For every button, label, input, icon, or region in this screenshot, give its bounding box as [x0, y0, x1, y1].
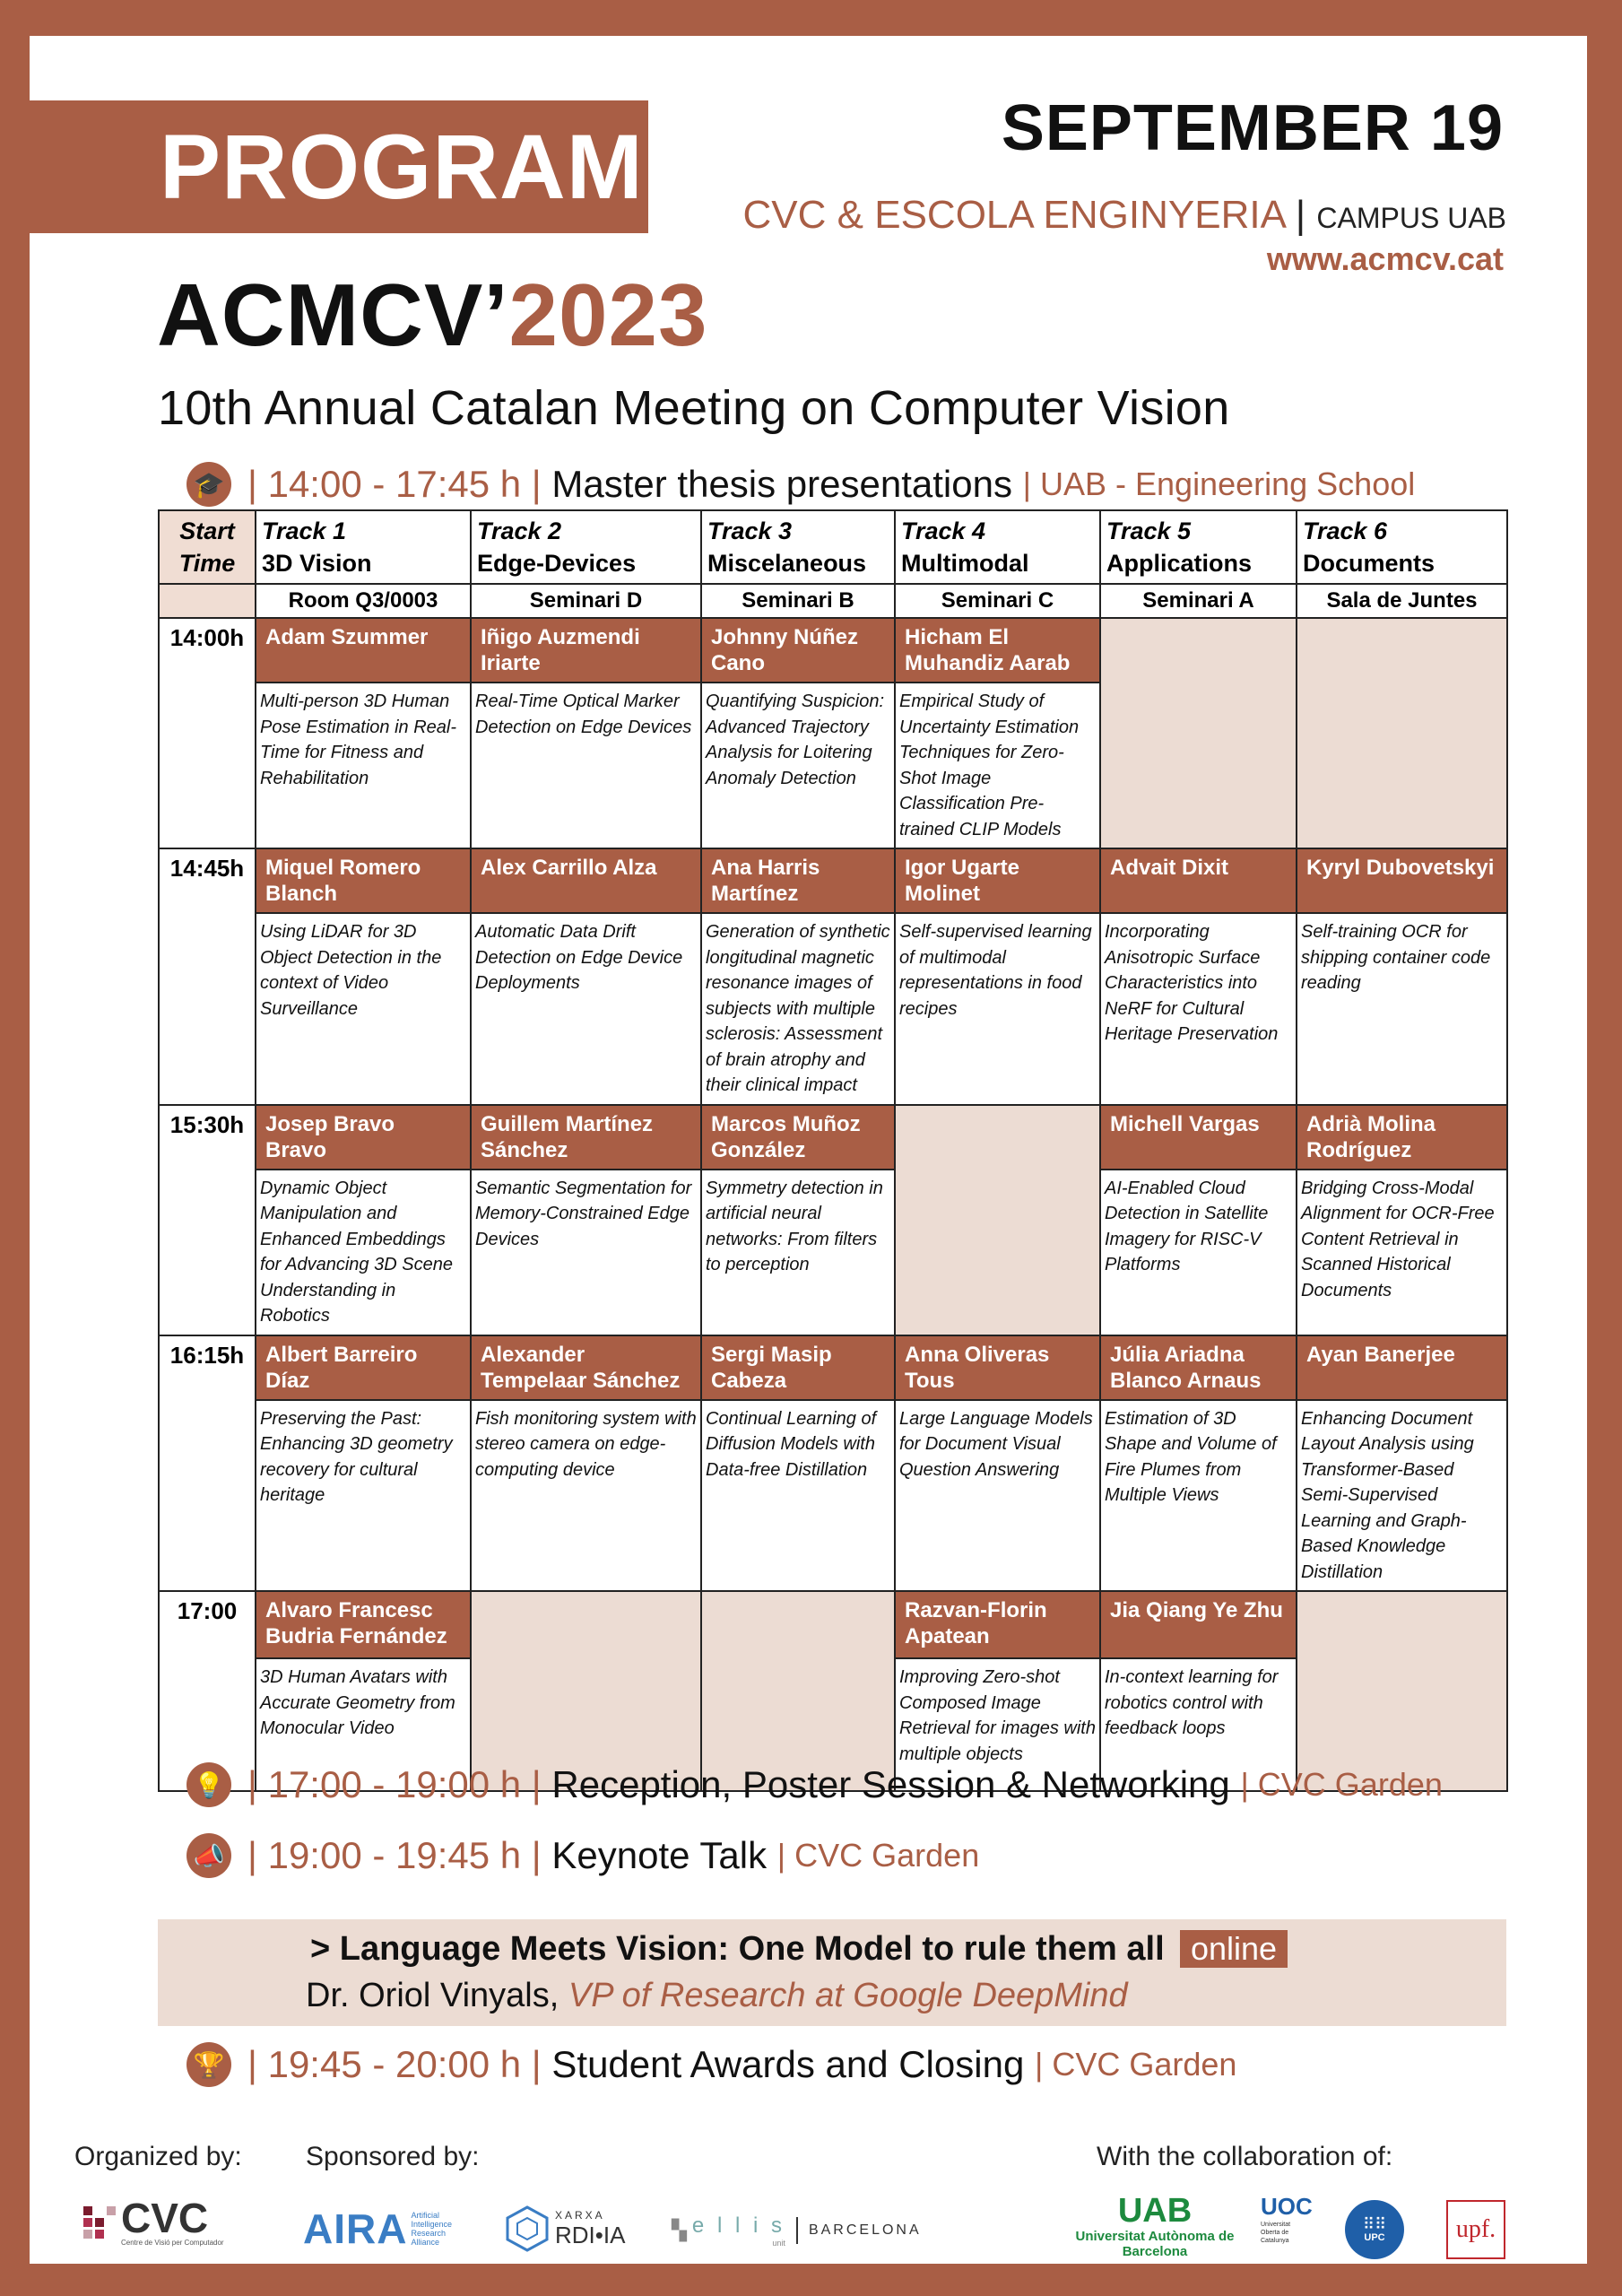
- uab-subtext: Universitat Autònoma de Barcelona: [1075, 2229, 1235, 2259]
- talk-title: Improving Zero-shot Composed Image Retrieval for images with multiple objects: [895, 1658, 1100, 1791]
- room-cell: Room Q3/0003: [256, 584, 471, 618]
- track-header-3: [701, 510, 895, 584]
- keynote-box: [158, 1919, 1506, 2026]
- talk-title: Symmetry detection in artificial neural networks: From filters to perception: [701, 1170, 895, 1335]
- talk-title: Generation of synthetic longitudinal magnetic resonance images of subjects with multiple sclerosis: Assessment of brain atrophy and their clinical impact: [701, 913, 895, 1105]
- slot-time: 14:45h: [159, 848, 256, 1105]
- talk-title: Multi-person 3D Human Pose Estimation in Real-Time for Fitness and Rehabilitation: [256, 683, 471, 848]
- keynote-title: > Language Meets Vision: One Model to rule them all: [310, 1930, 1165, 1968]
- slot-time: 17:00: [159, 1591, 256, 1791]
- speaker-name: Alexander Tempelaar Sánchez: [471, 1335, 701, 1400]
- session-location: | CVC Garden: [1034, 2046, 1237, 2083]
- cvc-logo: [83, 2197, 224, 2247]
- aira-logo: [303, 2205, 464, 2253]
- slot-time: 16:15h: [159, 1335, 256, 1592]
- venue-line: [743, 193, 1506, 238]
- speaker-name: Alvaro Francesc Budria Fernández: [256, 1591, 471, 1658]
- lightbulb-icon: 💡: [186, 1762, 231, 1807]
- speaker-name: Dr. Oriol Vinyals,: [306, 1977, 559, 2014]
- track-number: Track 3: [707, 517, 793, 544]
- talk-title: Estimation of 3D Shape and Volume of Fire Plumes from Multiple Views: [1100, 1400, 1297, 1592]
- track-name: Edge-Devices: [477, 550, 637, 577]
- slot-title-row: [159, 1400, 1507, 1592]
- start-time-header: Start Time: [159, 510, 256, 584]
- track-name: Applications: [1106, 550, 1253, 577]
- speaker-name: Adam Szummer: [256, 618, 471, 683]
- room-row: [159, 584, 1507, 618]
- track-number: Track 1: [262, 517, 347, 544]
- empty-slot: [1100, 618, 1297, 848]
- speaker-name: Ayan Banerjee: [1297, 1335, 1507, 1400]
- conference-subtitle: 10th Annual Catalan Meeting on Computer Vision: [158, 381, 1230, 435]
- empty-slot: [895, 1105, 1100, 1335]
- track-number: Track 2: [477, 517, 562, 544]
- ellis-divider: [796, 2217, 798, 2244]
- slot-speaker-row: [159, 618, 1507, 683]
- talk-title: Quantifying Suspicion: Advanced Trajectory Analysis for Loitering Anomaly Detection: [701, 683, 895, 848]
- session-awards: [186, 2042, 1236, 2087]
- speaker-name: Kyryl Dubovetskyi: [1297, 848, 1507, 913]
- session-time: | 19:45 - 20:00 h |: [247, 2043, 542, 2085]
- speaker-name: Adrià Molina Rodríguez: [1297, 1105, 1507, 1170]
- session-location: | CVC Garden: [776, 1837, 980, 1874]
- session-location: | UAB - Engineering School: [1022, 465, 1416, 502]
- talk-title: Automatic Data Drift Detection on Edge Device Deployments: [471, 913, 701, 1105]
- cvc-subtext: Centre de Visió per Computador: [121, 2239, 224, 2247]
- slot-speaker-row: [159, 1591, 1507, 1658]
- title-prefix: ACMCV’: [157, 265, 509, 364]
- room-cell: Seminari C: [895, 584, 1100, 618]
- track-name: Multimodal: [901, 550, 1029, 577]
- xarxa-text: RDI•IA: [555, 2221, 626, 2248]
- track-header-6: [1297, 510, 1507, 584]
- schedule-table: [158, 509, 1508, 1792]
- organized-label: Organized by:: [74, 2142, 242, 2171]
- upc-text: UPC: [1364, 2232, 1385, 2243]
- track-header-row: [159, 510, 1507, 584]
- talk-title: AI-Enabled Cloud Detection in Satellite Imagery for RISC-V Platforms: [1100, 1170, 1297, 1335]
- aira-text: AIRA: [303, 2205, 408, 2252]
- empty-slot: [471, 1591, 701, 1791]
- talk-title: In-context learning for robotics control with feedback loops: [1100, 1658, 1297, 1791]
- poster-page: [30, 36, 1587, 2264]
- talk-title: 3D Human Avatars with Accurate Geometry from Monocular Video: [256, 1658, 471, 1791]
- speaker-name: Razvan-Florin Apatean: [895, 1591, 1100, 1658]
- barcelona-text: BARCELONA: [808, 2222, 922, 2238]
- talk-title: Large Language Models for Document Visual Question Answering: [895, 1400, 1100, 1592]
- speaker-name: Michell Vargas: [1100, 1105, 1297, 1170]
- session-title: Master thesis presentations: [551, 463, 1012, 505]
- speaker-name: Sergi Masip Cabeza: [701, 1335, 895, 1400]
- empty-slot: [1297, 618, 1507, 848]
- room-cell: Seminari A: [1100, 584, 1297, 618]
- room-blank-cell: [159, 584, 256, 618]
- ellis-logo: [672, 2213, 922, 2248]
- xarxa-top-text: XARXA: [555, 2208, 605, 2222]
- slot-time: 14:00h: [159, 618, 256, 848]
- speaker-name: Igor Ugarte Molinet: [895, 848, 1100, 913]
- session-time: | 19:00 - 19:45 h |: [247, 1834, 542, 1876]
- upf-logo: [1446, 2200, 1505, 2259]
- session-master: [186, 462, 1415, 507]
- uoc-text: UOC: [1261, 2193, 1313, 2220]
- talk-title: Self-supervised learning of multimodal representations in food recipes: [895, 913, 1100, 1105]
- speaker-name: Júlia Ariadna Blanco Arnaus: [1100, 1335, 1297, 1400]
- slot-speaker-row: [159, 1105, 1507, 1170]
- session-time: | 17:00 - 19:00 h |: [247, 1763, 542, 1805]
- slot-time: 15:30h: [159, 1105, 256, 1335]
- cvc-pixel-icon: [83, 2206, 116, 2239]
- slot-speaker-row: [159, 848, 1507, 913]
- track-header-1: [256, 510, 471, 584]
- talk-title: Preserving the Past: Enhancing 3D geometry recovery for cultural heritage: [256, 1400, 471, 1592]
- session-time: | 14:00 - 17:45 h |: [247, 463, 542, 505]
- speaker-name: Guillem Martínez Sánchez: [471, 1105, 701, 1170]
- track-name: 3D Vision: [262, 550, 372, 577]
- xarxa-logo: [503, 2205, 625, 2253]
- room-cell: Sala de Juntes: [1297, 584, 1507, 618]
- speaker-name: Advait Dixit: [1100, 848, 1297, 913]
- track-number: Track 4: [901, 517, 986, 544]
- slot-speaker-row: [159, 1335, 1507, 1400]
- upc-dots-icon: ⠿⠿: [1362, 2215, 1387, 2233]
- session-reception: [186, 1762, 1443, 1807]
- venue-separator: |: [1295, 193, 1306, 237]
- speaker-name: Anna Oliveras Tous: [895, 1335, 1100, 1400]
- track-name: Miscelaneous: [707, 550, 867, 577]
- megaphone-icon: 📣: [186, 1833, 231, 1878]
- talk-title: Semantic Segmentation for Memory-Constrained Edge Devices: [471, 1170, 701, 1335]
- trophy-icon: 🏆: [186, 2042, 231, 2087]
- speaker-name: Alex Carrillo Alza: [471, 848, 701, 913]
- slot-title-row: [159, 1170, 1507, 1335]
- ellis-text: e l l i s: [691, 2213, 785, 2238]
- speaker-name: Iñigo Auzmendi Iriarte: [471, 618, 701, 683]
- speaker-name: Miquel Romero Blanch: [256, 848, 471, 913]
- talk-title: Using LiDAR for 3D Object Detection in the context of Video Surveillance: [256, 913, 471, 1105]
- room-cell: Seminari B: [701, 584, 895, 618]
- keynote-speaker: [306, 1977, 1128, 2015]
- event-date: SEPTEMBER 19: [1001, 92, 1504, 164]
- ellis-mark-icon: ▚: [672, 2219, 687, 2241]
- aira-subtext: Artificial Intelligence Research Alliance: [411, 2211, 452, 2247]
- room-cell: Seminari D: [471, 584, 701, 618]
- cvc-text: CVC: [121, 2195, 209, 2241]
- uoc-subtext: Universitat Oberta de Catalunya: [1261, 2222, 1291, 2244]
- title-year: 2023: [508, 265, 708, 364]
- track-number: Track 6: [1303, 517, 1388, 544]
- talk-title: Self-training OCR for shipping container code reading: [1297, 913, 1507, 1105]
- conference-title: [157, 265, 708, 366]
- talk-title: Real-Time Optical Marker Detection on Edge Devices: [471, 683, 701, 848]
- uab-text: UAB: [1117, 2192, 1193, 2230]
- talk-title: Incorporating Anisotropic Surface Characteristics into NeRF for Cultural Heritage Preservation: [1100, 913, 1297, 1105]
- uab-logo: [1065, 2193, 1245, 2259]
- program-banner: PROGRAM: [30, 100, 648, 233]
- talk-title: Fish monitoring system with stereo camera on edge-computing device: [471, 1400, 701, 1592]
- venue-main: CVC & ESCOLA ENGINYERIA: [742, 193, 1285, 237]
- talk-title: Continual Learning of Diffusion Models with Data-free Distillation: [701, 1400, 895, 1592]
- speaker-role: VP of Research at Google DeepMind: [568, 1977, 1128, 2014]
- hexagon-network-icon: [503, 2205, 551, 2253]
- talk-title: Empirical Study of Uncertainty Estimation Techniques for Zero-Shot Image Classification Pre-trained CLIP Models: [895, 683, 1100, 848]
- speaker-name: Johnny Núñez Cano: [701, 618, 895, 683]
- track-header-5: [1100, 510, 1297, 584]
- upf-text: upf.: [1455, 2215, 1496, 2243]
- graduation-cap-icon: 🎓: [186, 462, 231, 507]
- session-title: Reception, Poster Session & Networking: [551, 1763, 1230, 1805]
- speaker-name: Marcos Muñoz González: [701, 1105, 895, 1170]
- sponsored-label: Sponsored by:: [306, 2142, 480, 2171]
- collab-label: With the collaboration of:: [1097, 2142, 1393, 2171]
- speaker-name: Hicham El Muhandiz Aarab: [895, 618, 1100, 683]
- track-header-4: [895, 510, 1100, 584]
- empty-slot: [1297, 1591, 1507, 1791]
- venue-sub: CAMPUS UAB: [1316, 202, 1506, 234]
- upc-logo: [1345, 2200, 1404, 2259]
- ellis-subtext: unit: [772, 2239, 785, 2248]
- track-number: Track 5: [1106, 517, 1192, 544]
- uoc-logo: [1261, 2193, 1313, 2245]
- speaker-name: Jia Qiang Ye Zhu: [1100, 1591, 1297, 1658]
- talk-title: Bridging Cross-Modal Alignment for OCR-Free Content Retrieval in Scanned Historical Documents: [1297, 1170, 1507, 1335]
- track-header-2: [471, 510, 701, 584]
- session-title: Student Awards and Closing: [551, 2043, 1025, 2085]
- session-title: Keynote Talk: [551, 1834, 768, 1876]
- website-link[interactable]: www.acmcv.cat: [1266, 240, 1504, 277]
- talk-title: Enhancing Document Layout Analysis using Transformer-Based Semi-Supervised Learning and Graph-Based Knowledge Distillation: [1297, 1400, 1507, 1592]
- track-name: Documents: [1303, 550, 1436, 577]
- session-location: | CVC Garden: [1240, 1766, 1443, 1803]
- empty-slot: [701, 1591, 895, 1791]
- speaker-name: Albert Barreiro Díaz: [256, 1335, 471, 1400]
- speaker-name: Josep Bravo Bravo: [256, 1105, 471, 1170]
- online-badge: online: [1180, 1930, 1288, 1968]
- slot-title-row: [159, 913, 1507, 1105]
- speaker-name: Ana Harris Martínez: [701, 848, 895, 913]
- talk-title: Dynamic Object Manipulation and Enhanced Embeddings for Advancing 3D Scene Understanding in Robotics: [256, 1170, 471, 1335]
- session-keynote: [186, 1833, 979, 1878]
